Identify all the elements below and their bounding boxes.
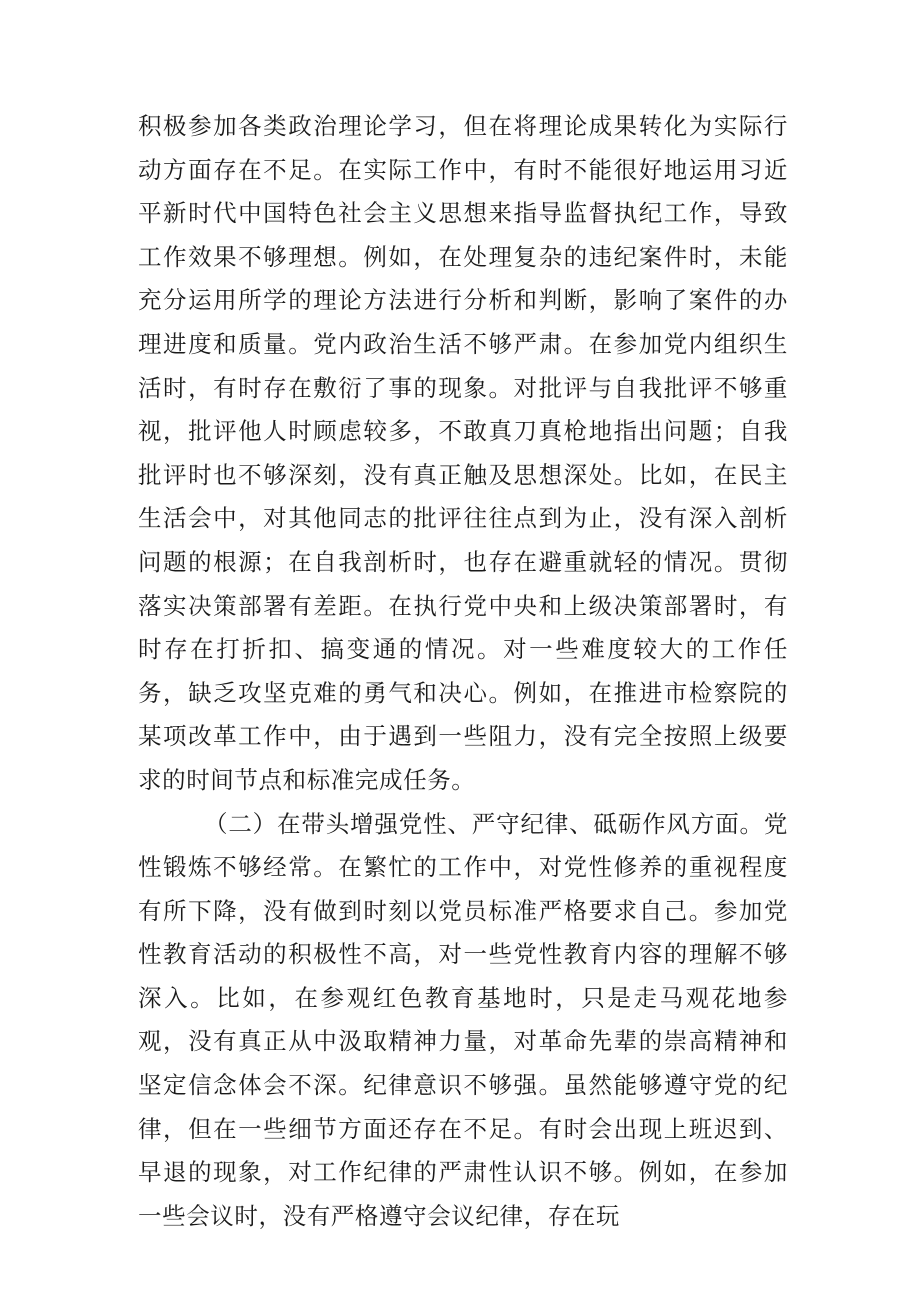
paragraph-problems-theory: 积极参加各类政治理论学习，但在将理论成果转化为实际行动方面存在不足。在实际工作中，有时不能很好地运用习近平新时代中国特色社会主义思想来指导监督执纪工作，导致工作效果不够理想。例如，在处理复杂的违纪案件时，未能充分运用所学的理论方法进行分析和判断，影响了案件的办理进度和质量。党内政治生活不够严肃。在参加党内组织生活时，有时存在敷衍了事的现象。对批评与自我批评不够重视，批评他人时顾虑较多，不敢真刀真枪地指出问题；自我批评时也不够深刻，没有真正触及思想深处。比如，在民主生活会中，对其他同志的批评往往点到为止，没有深入剖析问题的根源；在自我剖析时，也存在避重就轻的情况。贯彻落实决策部署有差距。在执行党中央和上级决策部署时，有时存在打折扣、搞变通的情况。对一些难度较大的工作任务，缺乏攻坚克难的勇气和决心。例如，在推进市检察院的某项改革工作中，由于遇到一些阻力，没有完全按照上级要求的时间节点和标准完成任务。 (138, 112, 788, 794)
paragraph-section-two: （二）在带头增强党性、严守纪律、砥砺作风方面。党性锻炼不够经常。在繁忙的工作中，对党性修养的重视程度有所下降，没有做到时刻以党员标准严格要求自己。参加党性教育活动的积极性不高，对一些党性教育内容的理解不够深入。比如，在参观红色教育基地时，只是走马观花地参观，没有真正从中汲取精神力量，对革命先辈的崇高精神和坚定信念体会不深。纪律意识不够强。虽然能够遵守党的纪律，但在一些细节方面还存在不足。有时会出现上班迟到、早退的现象，对工作纪律的严肃性认识不够。例如，在参加一些会议时，没有严格遵守会议纪律，存在玩 (138, 809, 788, 1230)
document-body (138, 105, 788, 1238)
